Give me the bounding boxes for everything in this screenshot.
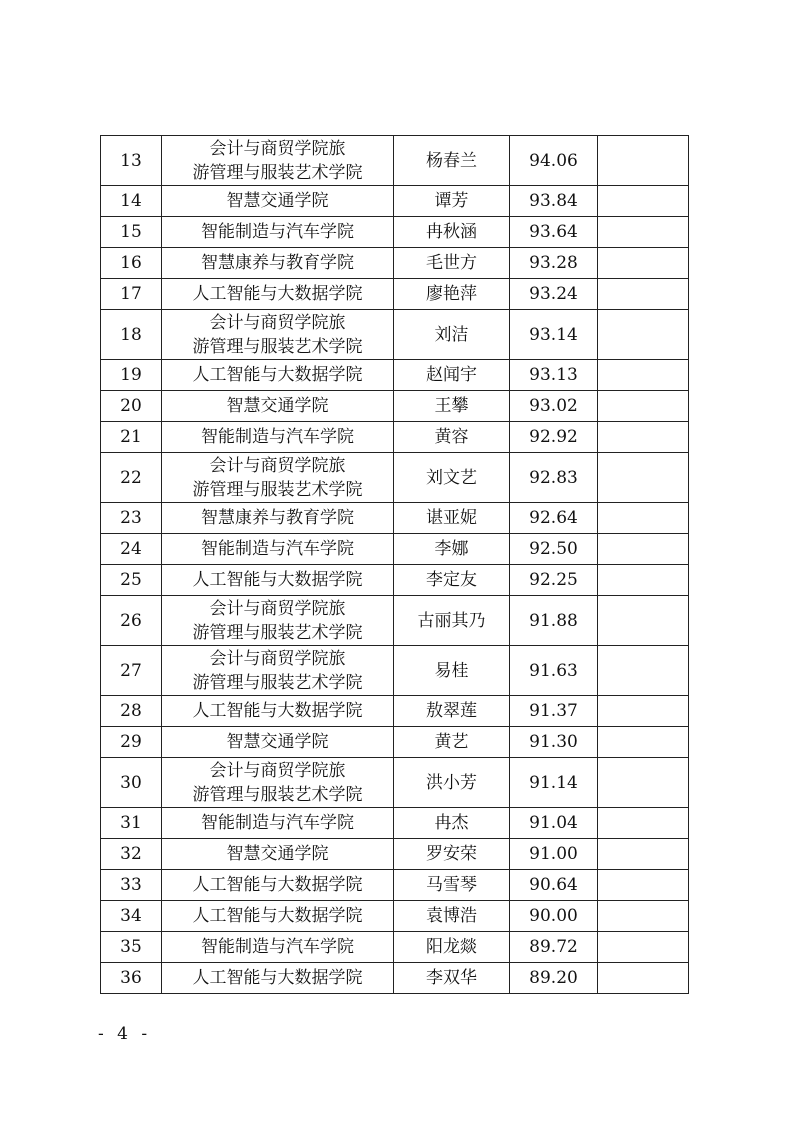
- row-number-cell: 29: [101, 727, 162, 758]
- student-name-cell: 刘洁: [394, 310, 510, 360]
- table-row: [101, 360, 689, 391]
- college-name-line: 游管理与服装艺术学院: [192, 479, 363, 500]
- student-name-cell: 洪小芳: [394, 758, 510, 808]
- score-cell: 93.02: [510, 391, 598, 422]
- college-cell: [162, 727, 394, 758]
- college-name-line: 智能制造与汽车学院: [201, 937, 354, 957]
- score-cell: 89.72: [510, 932, 598, 963]
- student-name-cell: 冉杰: [394, 808, 510, 839]
- score-cell: 94.06: [510, 136, 598, 186]
- table-row: [101, 901, 689, 932]
- college-cell: [162, 963, 394, 994]
- table-row: [101, 646, 689, 696]
- student-name-cell: 谌亚妮: [394, 503, 510, 534]
- row-number-cell: 15: [101, 217, 162, 248]
- college-name-line: 人工智能与大数据学院: [192, 701, 363, 721]
- row-number-cell: 19: [101, 360, 162, 391]
- table-row: [101, 808, 689, 839]
- student-name-cell: 黄容: [394, 422, 510, 453]
- college-cell: [162, 646, 394, 696]
- score-cell: 93.84: [510, 186, 598, 217]
- college-name-line: 会计与商贸学院旅: [209, 760, 346, 781]
- college-name-line: 游管理与服装艺术学院: [192, 622, 363, 643]
- row-number-cell: 33: [101, 870, 162, 901]
- college-cell: [162, 279, 394, 310]
- ranking-table-body: [101, 136, 689, 994]
- college-cell: [162, 360, 394, 391]
- row-number-cell: 35: [101, 932, 162, 963]
- college-cell: [162, 932, 394, 963]
- table-row: [101, 839, 689, 870]
- college-name-line: 智能制造与汽车学院: [201, 539, 354, 559]
- college-name-line: 智能制造与汽车学院: [201, 427, 354, 447]
- row-number-cell: 25: [101, 565, 162, 596]
- ranking-table: [100, 135, 689, 994]
- college-cell: [162, 391, 394, 422]
- college-cell: [162, 310, 394, 360]
- note-cell: [598, 727, 689, 758]
- score-cell: 92.92: [510, 422, 598, 453]
- note-cell: [598, 422, 689, 453]
- row-number-cell: 31: [101, 808, 162, 839]
- college-name-line: 会计与商贸学院旅: [209, 648, 346, 669]
- college-name-line: 智慧交通学院: [226, 732, 329, 752]
- college-name-line: 人工智能与大数据学院: [192, 365, 363, 385]
- college-cell: [162, 901, 394, 932]
- student-name-cell: 罗安荣: [394, 839, 510, 870]
- college-cell: [162, 870, 394, 901]
- table-row: [101, 422, 689, 453]
- student-name-cell: 冉秋涵: [394, 217, 510, 248]
- row-number-cell: 17: [101, 279, 162, 310]
- score-cell: 92.64: [510, 503, 598, 534]
- note-cell: [598, 391, 689, 422]
- score-cell: 93.14: [510, 310, 598, 360]
- student-name-cell: 廖艳萍: [394, 279, 510, 310]
- college-name-line: 人工智能与大数据学院: [192, 875, 363, 895]
- college-name-line: 人工智能与大数据学院: [192, 968, 363, 988]
- score-cell: 91.63: [510, 646, 598, 696]
- table-row: [101, 565, 689, 596]
- score-cell: 91.00: [510, 839, 598, 870]
- table-row: [101, 186, 689, 217]
- college-name-line: 会计与商贸学院旅: [209, 455, 346, 476]
- row-number-cell: 23: [101, 503, 162, 534]
- college-name-line: 智慧交通学院: [226, 844, 329, 864]
- row-number-cell: 16: [101, 248, 162, 279]
- college-name-line: 游管理与服装艺术学院: [192, 162, 363, 183]
- college-name-line: 人工智能与大数据学院: [192, 906, 363, 926]
- note-cell: [598, 186, 689, 217]
- note-cell: [598, 453, 689, 503]
- student-name-cell: 王攀: [394, 391, 510, 422]
- college-cell: [162, 808, 394, 839]
- row-number-cell: 13: [101, 136, 162, 186]
- score-cell: 92.25: [510, 565, 598, 596]
- note-cell: [598, 565, 689, 596]
- score-cell: 91.14: [510, 758, 598, 808]
- table-row: [101, 279, 689, 310]
- note-cell: [598, 696, 689, 727]
- score-cell: 93.13: [510, 360, 598, 391]
- college-name-line: 智能制造与汽车学院: [201, 222, 354, 242]
- college-name-line: 人工智能与大数据学院: [192, 284, 363, 304]
- college-cell: [162, 565, 394, 596]
- college-name-line: 游管理与服装艺术学院: [192, 336, 363, 357]
- college-name-line: 游管理与服装艺术学院: [192, 784, 363, 805]
- row-number-cell: 24: [101, 534, 162, 565]
- college-name-line: 会计与商贸学院旅: [209, 598, 346, 619]
- table-row: [101, 932, 689, 963]
- college-name-line: 会计与商贸学院旅: [209, 138, 346, 159]
- row-number-cell: 36: [101, 963, 162, 994]
- college-cell: [162, 453, 394, 503]
- college-cell: [162, 503, 394, 534]
- student-name-cell: 李娜: [394, 534, 510, 565]
- note-cell: [598, 870, 689, 901]
- student-name-cell: 李双华: [394, 963, 510, 994]
- note-cell: [598, 932, 689, 963]
- table-row: [101, 870, 689, 901]
- row-number-cell: 26: [101, 596, 162, 646]
- table-row: [101, 310, 689, 360]
- student-name-cell: 谭芳: [394, 186, 510, 217]
- table-row: [101, 963, 689, 994]
- score-cell: 93.64: [510, 217, 598, 248]
- student-name-cell: 敖翠莲: [394, 696, 510, 727]
- table-row: [101, 136, 689, 186]
- row-number-cell: 21: [101, 422, 162, 453]
- note-cell: [598, 646, 689, 696]
- score-cell: 91.37: [510, 696, 598, 727]
- college-cell: [162, 758, 394, 808]
- student-name-cell: 古丽其乃: [394, 596, 510, 646]
- note-cell: [598, 503, 689, 534]
- college-name-line: 会计与商贸学院旅: [209, 312, 346, 333]
- table-row: [101, 696, 689, 727]
- college-cell: [162, 596, 394, 646]
- score-cell: 93.24: [510, 279, 598, 310]
- row-number-cell: 34: [101, 901, 162, 932]
- college-cell: [162, 248, 394, 279]
- score-cell: 91.30: [510, 727, 598, 758]
- note-cell: [598, 963, 689, 994]
- college-name-line: 智能制造与汽车学院: [201, 813, 354, 833]
- student-name-cell: 马雪琴: [394, 870, 510, 901]
- table-row: [101, 217, 689, 248]
- table-row: [101, 727, 689, 758]
- score-cell: 93.28: [510, 248, 598, 279]
- row-number-cell: 22: [101, 453, 162, 503]
- note-cell: [598, 534, 689, 565]
- note-cell: [598, 901, 689, 932]
- college-name-line: 智慧康养与教育学院: [201, 508, 354, 528]
- row-number-cell: 28: [101, 696, 162, 727]
- college-name-line: 智慧交通学院: [226, 396, 329, 416]
- score-cell: 89.20: [510, 963, 598, 994]
- score-cell: 90.00: [510, 901, 598, 932]
- row-number-cell: 14: [101, 186, 162, 217]
- note-cell: [598, 248, 689, 279]
- college-name-line: 智慧交通学院: [226, 191, 329, 211]
- note-cell: [598, 217, 689, 248]
- note-cell: [598, 279, 689, 310]
- student-name-cell: 易桂: [394, 646, 510, 696]
- college-cell: [162, 136, 394, 186]
- student-name-cell: 刘文艺: [394, 453, 510, 503]
- note-cell: [598, 808, 689, 839]
- note-cell: [598, 360, 689, 391]
- score-cell: 90.64: [510, 870, 598, 901]
- score-cell: 91.88: [510, 596, 598, 646]
- college-cell: [162, 534, 394, 565]
- score-cell: 91.04: [510, 808, 598, 839]
- college-name-line: 游管理与服装艺术学院: [192, 672, 363, 693]
- row-number-cell: 20: [101, 391, 162, 422]
- college-cell: [162, 422, 394, 453]
- table-row: [101, 596, 689, 646]
- page-number: - 4 -: [98, 1024, 152, 1044]
- table-row: [101, 758, 689, 808]
- table-row: [101, 453, 689, 503]
- row-number-cell: 27: [101, 646, 162, 696]
- college-cell: [162, 839, 394, 870]
- note-cell: [598, 596, 689, 646]
- student-name-cell: 毛世方: [394, 248, 510, 279]
- student-name-cell: 李定友: [394, 565, 510, 596]
- row-number-cell: 30: [101, 758, 162, 808]
- score-cell: 92.50: [510, 534, 598, 565]
- college-name-line: 智慧康养与教育学院: [201, 253, 354, 273]
- student-name-cell: 阳龙燚: [394, 932, 510, 963]
- student-name-cell: 杨春兰: [394, 136, 510, 186]
- table-row: [101, 391, 689, 422]
- note-cell: [598, 758, 689, 808]
- table-row: [101, 534, 689, 565]
- student-name-cell: 黄艺: [394, 727, 510, 758]
- college-cell: [162, 696, 394, 727]
- student-name-cell: 袁博浩: [394, 901, 510, 932]
- college-name-line: 人工智能与大数据学院: [192, 570, 363, 590]
- student-name-cell: 赵闻宇: [394, 360, 510, 391]
- note-cell: [598, 839, 689, 870]
- table-row: [101, 248, 689, 279]
- note-cell: [598, 310, 689, 360]
- table-row: [101, 503, 689, 534]
- row-number-cell: 18: [101, 310, 162, 360]
- college-cell: [162, 186, 394, 217]
- college-cell: [162, 217, 394, 248]
- score-cell: 92.83: [510, 453, 598, 503]
- row-number-cell: 32: [101, 839, 162, 870]
- note-cell: [598, 136, 689, 186]
